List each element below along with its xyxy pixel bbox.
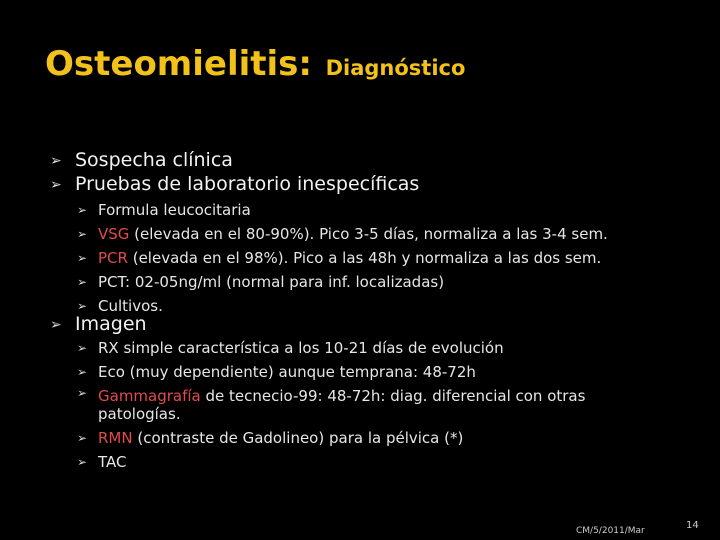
slide-title [45, 44, 465, 84]
arrow-bullet-icon: ➢ [77, 365, 88, 379]
title-main: Osteomielitis: [45, 44, 313, 84]
page-number: 14 [686, 520, 699, 531]
list-item: ➢ TAC [77, 450, 677, 474]
arrow-bullet-icon: ➢ [50, 153, 62, 169]
list-item: ➢ Cultivos. [77, 294, 608, 318]
arrow-bullet-icon: ➢ [50, 317, 62, 333]
list-item: ➢ Sospecha clínica [50, 149, 233, 171]
slide-header [0, 0, 720, 112]
highlight-term: VSG [98, 225, 130, 243]
arrow-bullet-icon: ➢ [77, 341, 88, 355]
list-item: ➢ Formula leucocitaria [77, 198, 608, 222]
list-item: ➢ Pruebas de laboratorio inespecíficas [50, 173, 420, 195]
footer-code: CM/5/2011/Mar [576, 526, 645, 536]
arrow-bullet-icon: ➢ [77, 299, 88, 313]
highlight-term: RMN [98, 429, 133, 447]
highlight-term: Gammagrafía [98, 387, 201, 405]
arrow-bullet-icon: ➢ [77, 275, 88, 289]
arrow-bullet-icon: ➢ [77, 386, 88, 400]
title-sub: Diagnóstico [325, 56, 466, 80]
list-item: ➢ Gammagrafía de tecnecio-99: 48-72h: diag. diferencial con otras patologías. [77, 386, 586, 423]
list-item: ➢ PCT: 02-05ng/ml (normal para inf. localizadas) [77, 270, 608, 294]
list-item: ➢ Imagen [50, 313, 147, 335]
arrow-bullet-icon: ➢ [77, 227, 88, 241]
list-item: ➢ VSG (elevada en el 80-90%). Pico 3-5 días, normaliza a las 3-4 sem. [77, 222, 608, 246]
bullet-list [50, 148, 419, 196]
imagen-sub-list [77, 336, 677, 474]
arrow-bullet-icon: ➢ [77, 431, 88, 445]
arrow-bullet-icon: ➢ [77, 203, 88, 217]
arrow-bullet-icon: ➢ [77, 455, 88, 469]
list-item: ➢ RX simple característica a los 10-21 días de evolución [77, 336, 677, 360]
list-item: ➢ Eco (muy dependiente) aunque temprana: 48-72h [77, 360, 677, 384]
highlight-term: PCR [98, 249, 128, 267]
arrow-bullet-icon: ➢ [77, 251, 88, 265]
lab-sub-list [77, 198, 608, 318]
list-item: ➢ RMN (contraste de Gadolineo) para la pélvica (*) [77, 426, 677, 450]
list-item: ➢ PCR (elevada en el 98%). Pico a las 48h y normaliza a las dos sem. [77, 246, 608, 270]
imagen-heading-list [50, 312, 147, 336]
arrow-bullet-icon: ➢ [50, 177, 62, 193]
